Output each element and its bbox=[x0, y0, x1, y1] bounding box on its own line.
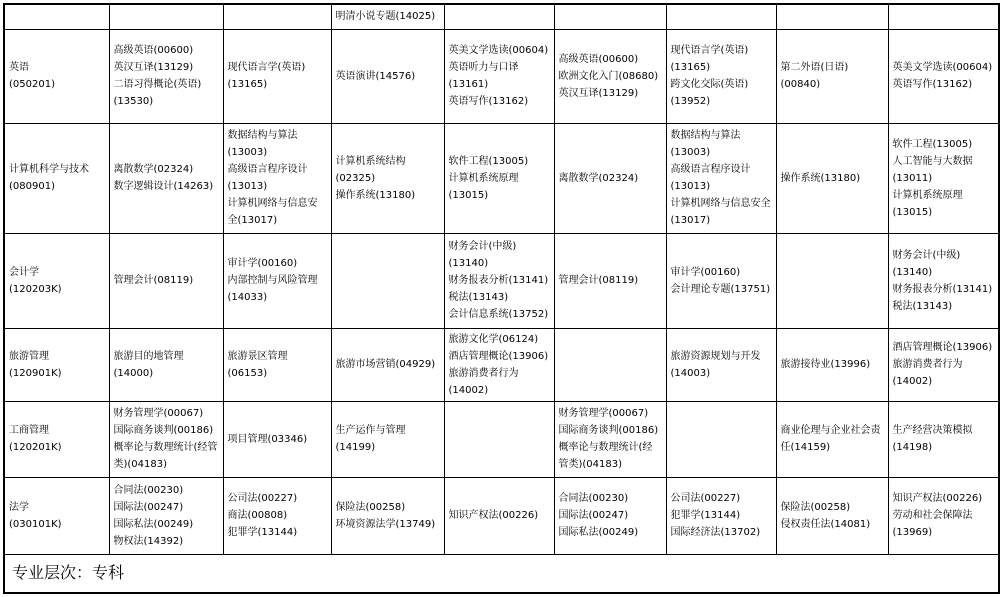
course-item: 软件工程(13005) bbox=[892, 138, 973, 150]
course-item: 国际私法(00249) bbox=[558, 527, 639, 538]
major-row bbox=[4, 477, 999, 554]
empty-cell bbox=[554, 4, 666, 29]
course-item: 保险法(00258) bbox=[335, 501, 406, 513]
major-name: 英语 bbox=[9, 62, 29, 73]
course-item: 计算机系统结构(02325) bbox=[335, 155, 406, 184]
course-cell bbox=[888, 233, 999, 328]
course-cell bbox=[554, 233, 666, 328]
course-item: 英美文学选读(00604) bbox=[892, 62, 993, 73]
empty-cell bbox=[4, 4, 109, 29]
major-name: 计算机科学与技术 bbox=[9, 164, 89, 175]
course-item: 合同法(00230) bbox=[113, 484, 184, 496]
course-cell bbox=[444, 29, 554, 123]
course-cell bbox=[109, 328, 223, 401]
empty-cell bbox=[666, 4, 776, 29]
course-item: 国际私法(00249) bbox=[113, 518, 194, 530]
course-cell bbox=[223, 123, 331, 233]
course-cell bbox=[223, 477, 331, 554]
course-cell bbox=[109, 233, 223, 328]
empty-cell bbox=[444, 401, 554, 477]
course-cell bbox=[888, 328, 999, 401]
course-cell bbox=[223, 233, 331, 328]
major-code: (030101K) bbox=[9, 518, 62, 530]
course-cell bbox=[888, 123, 999, 233]
course-item: 会计信息系统(13752) bbox=[448, 309, 549, 320]
course-item: 数据结构与算法(13003) bbox=[670, 130, 741, 158]
course-item: 英语演讲(14576) bbox=[335, 70, 416, 82]
course-cell bbox=[554, 477, 666, 554]
course-cell bbox=[109, 477, 223, 554]
course-cell bbox=[888, 401, 999, 477]
course-item: 侵权责任法(14081) bbox=[780, 518, 871, 530]
course-item: 项目管理(03346) bbox=[227, 433, 308, 445]
course-item: 物权法(14392) bbox=[113, 535, 184, 547]
course-item: 国际法(00247) bbox=[558, 510, 629, 521]
course-cell bbox=[444, 123, 554, 233]
course-item: 明清小说专题(14025) bbox=[335, 11, 436, 23]
course-item: 数字逻辑设计(14263) bbox=[113, 181, 214, 192]
course-item: 离散数学(02324) bbox=[113, 164, 194, 175]
course-item: 旅游消费者行为(14002) bbox=[892, 359, 963, 387]
empty-cell bbox=[223, 4, 331, 29]
course-item: 财务报表分析(13141) bbox=[892, 283, 993, 295]
course-item: 英汉互译(13129) bbox=[113, 62, 194, 73]
course-cell bbox=[109, 29, 223, 123]
course-cell bbox=[223, 328, 331, 401]
major-code: (120203K) bbox=[9, 283, 62, 295]
major-row bbox=[4, 233, 999, 328]
course-item: 旅游接待业(13996) bbox=[780, 359, 871, 370]
major-code: (050201) bbox=[9, 79, 55, 90]
course-cell bbox=[109, 401, 223, 477]
major-code: (120901K) bbox=[9, 367, 62, 379]
course-item: 英语写作(13162) bbox=[448, 96, 529, 107]
course-cell bbox=[331, 29, 444, 123]
course-item: 英语写作(13162) bbox=[892, 79, 973, 90]
course-cell bbox=[776, 123, 888, 233]
major-cell bbox=[4, 233, 109, 328]
course-item: 计算机网络与信息安全(13017) bbox=[227, 198, 318, 226]
course-item: 数据结构与算法(13003) bbox=[227, 130, 298, 158]
major-row bbox=[4, 29, 999, 123]
course-item: 高级英语(00600) bbox=[558, 53, 639, 65]
course-item: 财务管理学(00067) bbox=[558, 408, 649, 419]
course-item: 计算机网络与信息安全(13017) bbox=[670, 198, 771, 226]
course-item: 旅游目的地管理(14000) bbox=[113, 350, 184, 379]
course-item: 第二外语(日语)(00840) bbox=[780, 62, 849, 90]
course-cell bbox=[666, 29, 776, 123]
course-cell bbox=[331, 401, 444, 477]
course-item: 劳动和社会保障法(13969) bbox=[892, 510, 973, 538]
continuation-row bbox=[4, 4, 999, 29]
course-item: 旅游资源规划与开发(14003) bbox=[670, 350, 761, 379]
degree-level-label: 专业层次：专科 bbox=[4, 554, 999, 593]
course-cell bbox=[331, 123, 444, 233]
course-item: 生产经营决策模拟(14198) bbox=[892, 425, 973, 453]
course-item: 生产运作与管理(14199) bbox=[335, 425, 406, 453]
course-item: 现代语言学(英语)(13165) bbox=[227, 62, 306, 90]
course-item: 合同法(00230) bbox=[558, 493, 629, 504]
course-item: 高级英语(00600) bbox=[113, 45, 194, 56]
major-row bbox=[4, 401, 999, 477]
course-item: 国际商务谈判(00186) bbox=[113, 425, 214, 436]
course-cell bbox=[776, 401, 888, 477]
course-cell bbox=[554, 123, 666, 233]
course-item: 财务会计(中级)(13140) bbox=[448, 241, 517, 269]
course-item: 旅游文化学(06124) bbox=[448, 333, 539, 345]
course-item: 国际商务谈判(00186) bbox=[558, 425, 659, 436]
course-cell bbox=[776, 29, 888, 123]
course-item: 知识产权法(00226) bbox=[892, 493, 983, 504]
course-item: 公司法(00227) bbox=[227, 493, 298, 504]
course-item: 财务会计(中级)(13140) bbox=[892, 249, 961, 278]
course-cell bbox=[331, 477, 444, 554]
course-item: 英美文学选读(00604) bbox=[448, 45, 549, 56]
course-item: 财务管理学(00067) bbox=[113, 408, 204, 419]
course-item: 操作系统(13180) bbox=[780, 172, 861, 184]
course-item: 概率论与数理统计(经管类)(04183) bbox=[558, 442, 653, 470]
major-cell bbox=[4, 477, 109, 554]
course-item: 旅游市场营销(04929) bbox=[335, 359, 436, 370]
course-item: 操作系统(13180) bbox=[335, 189, 416, 201]
major-name: 旅游管理 bbox=[9, 350, 49, 362]
course-item: 审计学(00160) bbox=[670, 266, 741, 278]
course-item: 英语听力与口译(13161) bbox=[448, 62, 519, 90]
empty-cell bbox=[554, 328, 666, 401]
course-item: 旅游景区管理(06153) bbox=[227, 350, 288, 379]
course-item: 人工智能与大数据(13011) bbox=[892, 155, 973, 184]
course-cell bbox=[331, 4, 444, 29]
empty-cell bbox=[444, 4, 554, 29]
major-cell bbox=[4, 401, 109, 477]
course-item: 软件工程(13005) bbox=[448, 155, 529, 167]
empty-cell bbox=[776, 233, 888, 328]
course-cell bbox=[444, 233, 554, 328]
course-cell bbox=[331, 328, 444, 401]
course-item: 旅游消费者行为(14002) bbox=[448, 367, 519, 396]
major-cell bbox=[4, 29, 109, 123]
course-item: 高级语言程序设计(13013) bbox=[227, 164, 308, 192]
course-cell bbox=[554, 401, 666, 477]
course-item: 公司法(00227) bbox=[670, 493, 741, 504]
course-item: 离散数学(02324) bbox=[558, 172, 639, 184]
course-cell bbox=[776, 328, 888, 401]
empty-cell bbox=[109, 4, 223, 29]
course-item: 酒店管理概论(13906) bbox=[892, 342, 993, 353]
course-item: 环境资源法学(13749) bbox=[335, 518, 436, 530]
course-item: 酒店管理概论(13906) bbox=[448, 350, 549, 362]
empty-cell bbox=[666, 401, 776, 477]
course-item: 商业伦理与企业社会责任(14159) bbox=[780, 425, 881, 453]
major-name: 工商管理 bbox=[9, 425, 49, 436]
course-item: 商法(00808) bbox=[227, 510, 288, 521]
major-name: 法学 bbox=[9, 501, 29, 513]
course-cell bbox=[888, 477, 999, 554]
course-item: 计算机系统原理(13015) bbox=[448, 172, 519, 201]
course-item: 审计学(00160) bbox=[227, 258, 298, 269]
course-cell bbox=[444, 328, 554, 401]
course-cell bbox=[888, 29, 999, 123]
course-item: 内部控制与风险管理(14033) bbox=[227, 275, 318, 303]
course-cell bbox=[666, 328, 776, 401]
course-item: 高级语言程序设计(13013) bbox=[670, 164, 751, 192]
course-item: 税法(13143) bbox=[892, 300, 953, 312]
course-item: 英汉互译(13129) bbox=[558, 87, 639, 99]
empty-cell bbox=[888, 4, 999, 29]
course-item: 现代语言学(英语)(13165) bbox=[670, 45, 749, 73]
major-code: (120201K) bbox=[9, 442, 62, 453]
course-item: 犯罪学(13144) bbox=[670, 510, 741, 521]
course-item: 跨文化交际(英语)(13952) bbox=[670, 79, 749, 107]
course-cell bbox=[444, 477, 554, 554]
table-body bbox=[4, 4, 999, 554]
empty-cell bbox=[776, 4, 888, 29]
table-footer bbox=[4, 554, 999, 593]
footer-row bbox=[4, 554, 999, 593]
course-item: 概率论与数理统计(经管类)(04183) bbox=[113, 442, 218, 470]
course-item: 保险法(00258) bbox=[780, 501, 851, 513]
course-cell bbox=[109, 123, 223, 233]
course-item: 国际经济法(13702) bbox=[670, 527, 761, 538]
major-cell bbox=[4, 123, 109, 233]
course-item: 税法(13143) bbox=[448, 292, 509, 303]
course-item: 欧洲文化入门(08680) bbox=[558, 70, 659, 82]
course-item: 管理会计(08119) bbox=[113, 275, 194, 286]
course-item: 二语习得概论(英语)(13530) bbox=[113, 79, 202, 107]
course-item: 管理会计(08119) bbox=[558, 275, 639, 286]
course-cell bbox=[666, 123, 776, 233]
course-cell bbox=[666, 477, 776, 554]
course-cell bbox=[666, 233, 776, 328]
course-item: 国际法(00247) bbox=[113, 501, 184, 513]
empty-cell bbox=[331, 233, 444, 328]
major-row bbox=[4, 328, 999, 401]
course-cell bbox=[223, 401, 331, 477]
major-name: 会计学 bbox=[9, 266, 39, 278]
major-code: (080901) bbox=[9, 181, 55, 192]
course-item: 财务报表分析(13141) bbox=[448, 275, 549, 286]
course-item: 知识产权法(00226) bbox=[448, 510, 539, 521]
course-item: 会计理论专题(13751) bbox=[670, 283, 771, 295]
course-item: 犯罪学(13144) bbox=[227, 527, 298, 538]
course-item: 计算机系统原理(13015) bbox=[892, 189, 963, 218]
major-cell bbox=[4, 328, 109, 401]
exam-schedule-table bbox=[3, 3, 1000, 594]
course-cell bbox=[554, 29, 666, 123]
major-row bbox=[4, 123, 999, 233]
course-cell bbox=[223, 29, 331, 123]
course-cell bbox=[776, 477, 888, 554]
